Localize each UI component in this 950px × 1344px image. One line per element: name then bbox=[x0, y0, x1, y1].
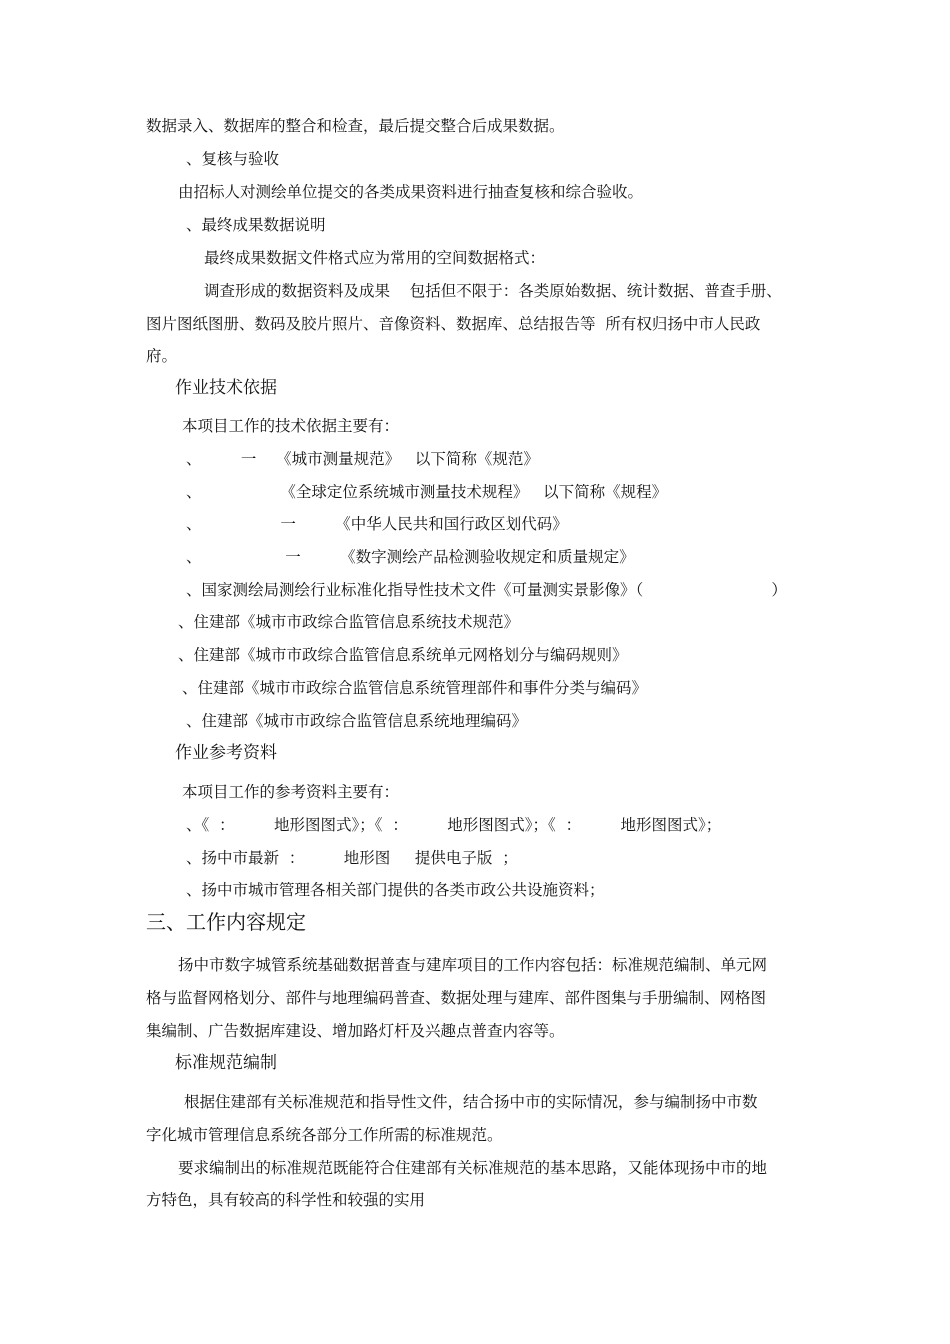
paragraph-line: 方特色，具有较高的科学性和较强的实用 bbox=[146, 1191, 426, 1209]
text-line: 图片图纸图册、数码及胶片照片、音像资料、数据库、总结报告等 所有权归扬中市人民政 bbox=[146, 315, 761, 333]
text-line: 本项目工作的技术依据主要有： bbox=[182, 417, 400, 435]
list-item: 、住建部《城市市政综合监管信息系统技术规范》 bbox=[178, 613, 520, 631]
list-item: 、 一 《中华人民共和国行政区划代码》 bbox=[186, 515, 568, 533]
section-heading-technical-basis: 作业技术依据 bbox=[175, 378, 277, 398]
list-item: 、住建部《城市市政综合监管信息系统地理编码》 bbox=[186, 712, 528, 730]
list-item: 、 一 《数字测绘产品检测验收规定和质量规定》 bbox=[186, 548, 635, 566]
list-item: 、扬中市最新 ： 地形图 提供电子版 ； bbox=[186, 849, 518, 867]
list-item: 、住建部《城市市政综合监管信息系统单元网格划分与编码规则》 bbox=[178, 646, 628, 664]
text-line: 最终成果数据文件格式应为常用的空间数据格式： bbox=[204, 249, 546, 267]
text-line: 调查形成的数据资料及成果 包括但不限于：各类原始数据、统计数据、普查手册、 bbox=[204, 282, 782, 300]
text-line: 府。 bbox=[146, 347, 178, 365]
paragraph-line: 集编制、广告数据库建设、增加路灯杆及兴趣点普查内容等。 bbox=[146, 1022, 565, 1040]
list-item: 、 一 《城市测量规范》 以下简称《规范》 bbox=[186, 450, 539, 468]
text-line: 本项目工作的参考资料主要有： bbox=[182, 783, 400, 801]
section-heading-references: 作业参考资料 bbox=[175, 743, 277, 763]
chapter-title: 三、工作内容规定 bbox=[146, 910, 306, 934]
list-item: 、 《全球定位系统城市测量技术规程》 以下简称《规程》 bbox=[186, 483, 668, 501]
list-item: 、国家测绘局测绘行业标准化指导性技术文件《可量测实景影像》（ ） bbox=[186, 581, 787, 599]
section-heading-standards: 标准规范编制 bbox=[175, 1053, 277, 1073]
list-item: 、《 ： 地形图图式》；《 ： 地形图图式》；《 ： 地形图图式》； bbox=[186, 816, 722, 834]
list-item: 、住建部《城市市政综合监管信息系统管理部件和事件分类与编码》 bbox=[182, 679, 648, 697]
subsection-heading: 、最终成果数据说明 bbox=[186, 216, 326, 234]
text-line: 由招标人对测绘单位提交的各类成果资料进行抽查复核和综合验收。 bbox=[178, 183, 644, 201]
paragraph-line: 字化城市管理信息系统各部分工作所需的标准规范。 bbox=[146, 1126, 503, 1144]
paragraph-line: 格与监督网格划分、部件与地理编码普查、数据处理与建库、部件图集与手册编制、网格图 bbox=[146, 989, 767, 1007]
paragraph-line: 要求编制出的标准规范既能符合住建部有关标准规范的基本思路，又能体现扬中市的地 bbox=[178, 1159, 768, 1177]
text-line: 数据录入、数据库的整合和检查，最后提交整合后成果数据。 bbox=[146, 117, 565, 135]
paragraph-line: 根据住建部有关标准规范和指导性文件，结合扬中市的实际情况，参与编制扬中市数 bbox=[184, 1093, 758, 1111]
paragraph-line: 扬中市数字城管系统基础数据普查与建库项目的工作内容包括：标准规范编制、单元网 bbox=[178, 956, 768, 974]
subsection-heading: 、复核与验收 bbox=[186, 150, 280, 168]
list-item: 、扬中市城市管理各相关部门提供的各类市政公共设施资料； bbox=[186, 881, 605, 899]
